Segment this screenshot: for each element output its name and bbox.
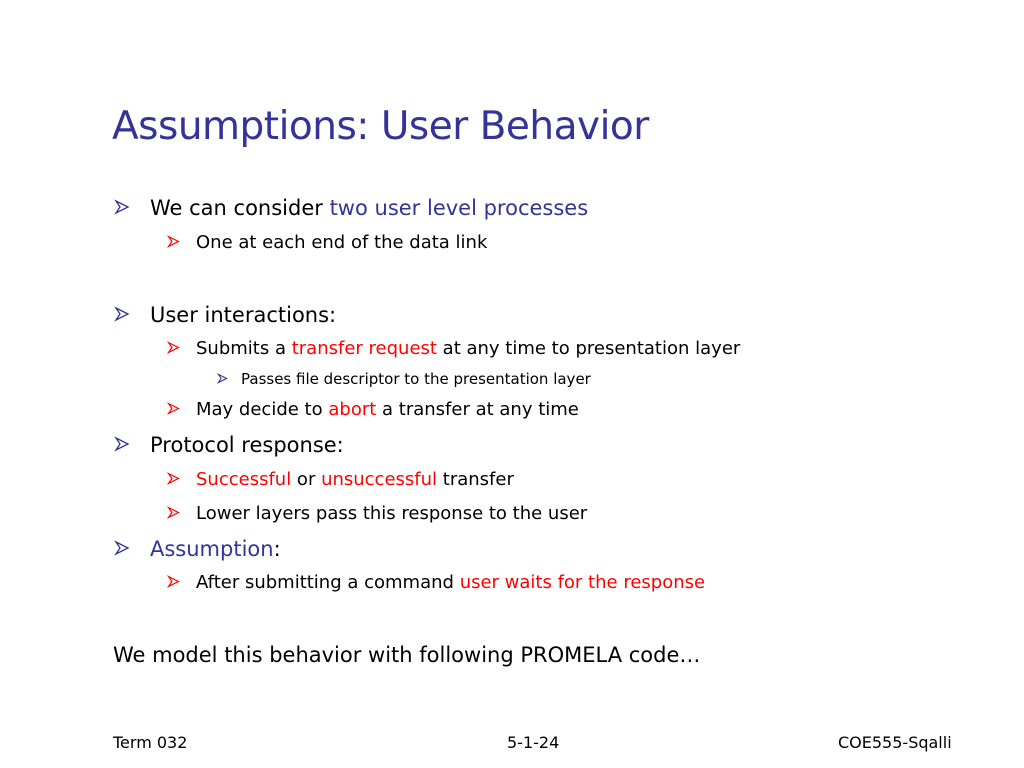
footer-left: Term 032 <box>113 733 188 752</box>
bullet-abort <box>167 399 579 420</box>
bullet-file-descriptor <box>217 370 591 388</box>
bullet-text: Passes file descriptor to the presentation layer <box>241 370 591 388</box>
arrowhead-bullet-icon <box>167 575 196 588</box>
closing-text: We model this behavior with following PROMELA code… <box>113 643 701 667</box>
bullet-assumption <box>114 537 281 561</box>
arrowhead-bullet-icon <box>167 235 196 248</box>
bullet-user-waits <box>167 572 705 593</box>
bullet-text-pre: Submits a <box>196 338 292 359</box>
arrowhead-bullet-icon <box>217 373 241 384</box>
highlight-text: Assumption <box>150 537 274 561</box>
arrowhead-bullet-icon <box>114 436 150 452</box>
bullet-text-post: transfer <box>437 469 514 490</box>
arrowhead-bullet-icon <box>114 306 150 322</box>
arrowhead-bullet-icon <box>167 341 196 354</box>
highlight-text: user waits for the response <box>459 572 706 593</box>
bullet-success <box>167 469 514 490</box>
bullet-text-post: a transfer at any time <box>376 399 579 420</box>
bullet-text: We can consider <box>150 196 330 220</box>
highlight-text: transfer request <box>291 338 437 359</box>
footer-right: COE555-Sqalli <box>838 733 952 752</box>
arrowhead-bullet-icon <box>114 540 150 556</box>
footer-center: 5-1-24 <box>507 733 560 752</box>
highlight-unsuccessful: unsuccessful <box>321 469 438 490</box>
bullet-text-mid: or <box>291 469 322 490</box>
bullet-text: One at each end of the data link <box>196 232 488 253</box>
bullet-submits <box>167 338 740 359</box>
bullet-text-pre: May decide to <box>196 399 329 420</box>
arrowhead-bullet-icon <box>167 402 196 415</box>
arrowhead-bullet-icon <box>114 199 150 215</box>
arrowhead-bullet-icon <box>167 472 196 485</box>
bullet-text: Lower layers pass this response to the user <box>196 503 588 524</box>
highlight-text: abort <box>328 399 377 420</box>
bullet-protocol-response <box>114 433 344 457</box>
bullet-text-post: at any time to presentation layer <box>436 338 741 359</box>
highlight-text: two user level processes <box>329 196 589 220</box>
bullet-text: User interactions: <box>150 303 337 327</box>
bullet-processes <box>114 196 588 220</box>
bullet-text-pre: After submitting a command <box>196 572 460 593</box>
arrowhead-bullet-icon <box>167 506 196 519</box>
bullet-lower-layers <box>167 503 587 524</box>
bullet-text-post: : <box>273 537 281 561</box>
bullet-text: Protocol response: <box>150 433 344 457</box>
bullet-user-interactions <box>114 303 336 327</box>
slide-title: Assumptions: User Behavior <box>112 104 649 149</box>
bullet-each-end <box>167 232 487 253</box>
highlight-successful: Successful <box>196 469 292 490</box>
